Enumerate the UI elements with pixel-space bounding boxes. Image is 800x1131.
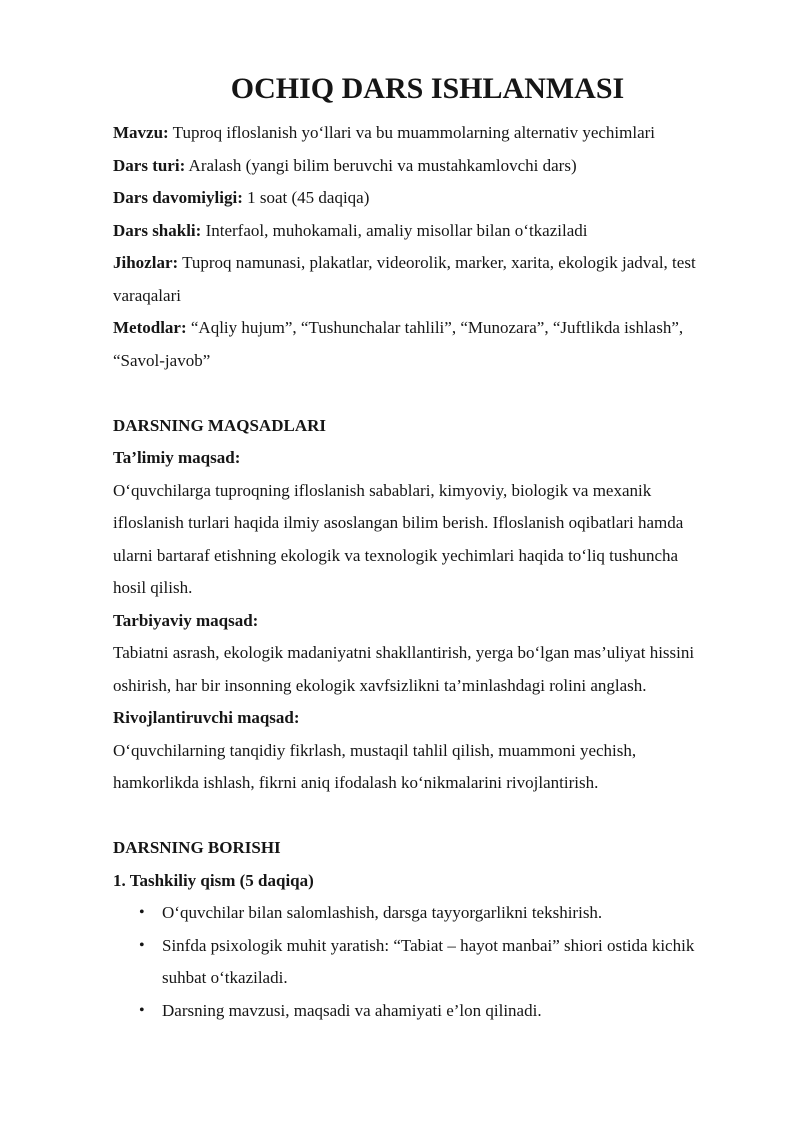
paragraph-tarbiyaviy: Tabiatni asrash, ekologik madaniyatni shakllantirish, yerga bo‘lgan mas’uliyat hissini oshirish, har bir insonning ekologik xavfsizlikni ta’minlashdagi rolini anglash. xyxy=(113,643,695,695)
meta-value: Interfaol, muhokamali, amaliy misollar bilan o‘tkaziladi xyxy=(205,220,588,240)
meta-line-dars-turi xyxy=(113,150,714,183)
meta-line-dars-shakli xyxy=(113,215,714,248)
meta-label: Metodlar: xyxy=(113,318,187,337)
subsection-heading-talimiy: Ta’limiy maqsad: xyxy=(113,448,241,467)
bullet-icon: • xyxy=(139,936,145,954)
list-item-text: Sinfda psixologik muhit yaratish: “Tabiat – hayot manbai” shiori ostida kichik suhbat o‘tkaziladi. xyxy=(162,935,695,987)
paragraph-rivojlantiruvchi: O‘quvchilarning tanqidiy fikrlash, mustaqil tahlil qilish, muammoni yechish, hamkorlikda ishlash, fikrni aniq ifodalash ko‘nikmalarini rivojlantirish. xyxy=(113,740,637,792)
list-item xyxy=(113,897,714,930)
meta-label: Mavzu: xyxy=(113,123,169,142)
meta-line-jihozlar xyxy=(113,247,714,312)
list-item-text: O‘quvchilar bilan salomlashish, darsga tayyorgarlikni tekshirish. xyxy=(162,903,603,922)
meta-label: Dars davomiyligi: xyxy=(113,188,243,207)
meta-label: Jihozlar: xyxy=(113,253,179,272)
bullet-list xyxy=(113,897,714,1027)
meta-value: Tuproq ifloslanish yo‘llari va bu muammolarning alternativ yechimlari xyxy=(172,123,656,142)
meta-line-mavzu xyxy=(113,117,714,150)
meta-line-metodlar xyxy=(113,312,714,377)
subsection-heading-rivojlantiruvchi: Rivojlantiruvchi maqsad: xyxy=(113,708,300,727)
meta-value: 1 soat (45 daqiqa) xyxy=(247,188,370,207)
section-heading-goals: DARSNING MAQSADLARI xyxy=(113,415,326,435)
meta-value: “Aqliy hujum”, “Tushunchalar tahlili”, “Munozara”, “Juftlikda ishlash”, “Savol-javob” xyxy=(113,318,684,370)
document-content xyxy=(113,0,714,1027)
list-item xyxy=(113,995,714,1028)
paragraph-talimiy: O‘quvchilarga tuproqning ifloslanish sabablari, kimyoviy, biologik va mexanik ifloslanish turlari haqida ilmiy asoslangan bilim berish. Ifloslanish oqibatlari hamda ularni bartaraf etishning ekologik va texnologik yechimlari haqida to‘liq tushuncha hosil qilish. xyxy=(113,480,684,597)
bullet-icon: • xyxy=(139,1001,145,1019)
step-heading-tashkiliy-qism: 1. Tashkiliy qism (5 daqiqa) xyxy=(113,870,314,890)
meta-value: Aralash (yangi bilim beruvchi va mustahkamlovchi dars) xyxy=(188,155,577,175)
meta-value: Tuproq namunasi, plakatlar, videorolik, marker, xarita, ekologik jadval, test varaqalari xyxy=(113,253,696,305)
list-item xyxy=(113,930,714,995)
section-heading-procedure: DARSNING BORISHI xyxy=(113,838,281,857)
page-title: OCHIQ DARS ISHLANMASI xyxy=(230,72,625,105)
subsection-heading-tarbiyaviy: Tarbiyaviy maqsad: xyxy=(113,610,259,630)
meta-line-davomiyligi xyxy=(113,182,714,215)
meta-label: Dars turi: xyxy=(113,155,186,175)
meta-label: Dars shakli: xyxy=(113,220,202,240)
list-item-text: Darsning mavzusi, maqsadi va ahamiyati e’lon qilinadi. xyxy=(162,1000,542,1020)
bullet-icon: • xyxy=(139,904,145,921)
